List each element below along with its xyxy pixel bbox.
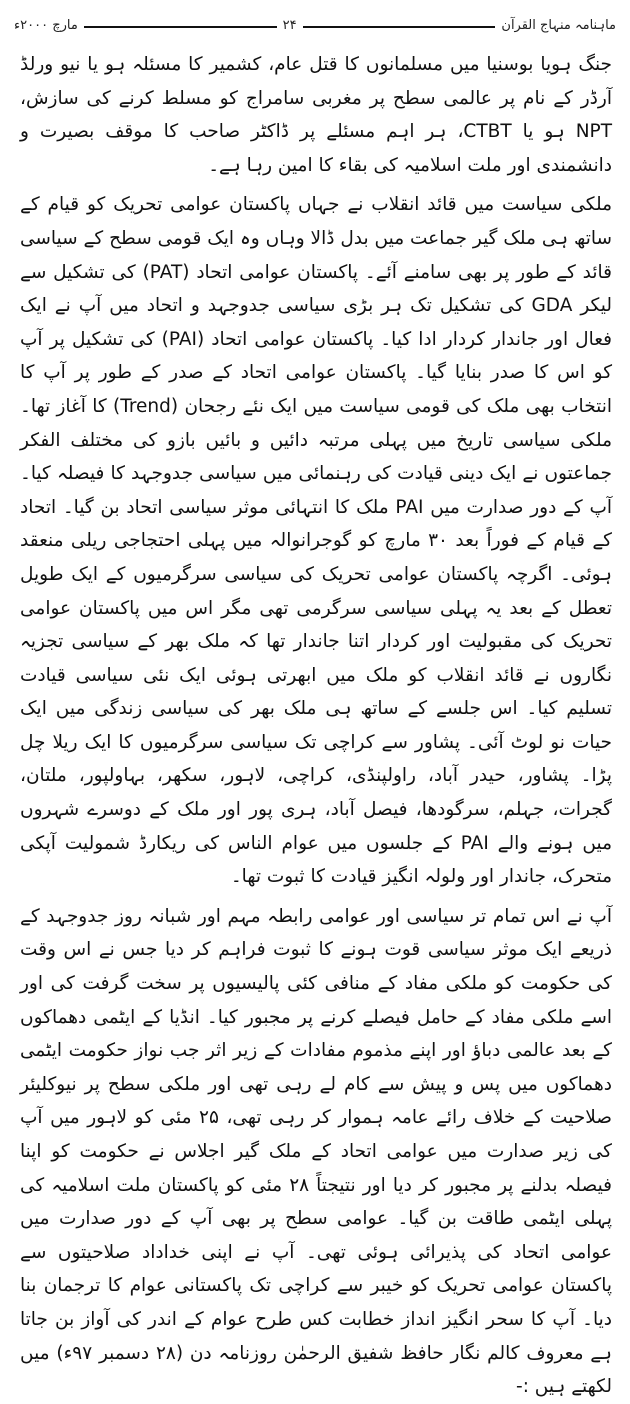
magazine-title: ماہنامہ منہاج القرآن bbox=[495, 18, 622, 33]
paragraph-political-career: ملکی سیاست میں قائد انقلاب نے جہاں پاکستان عوامی تحریک کو قیام کے ساتھ ہی ملک گیر جماعت میں بدل ڈالا وہاں وہ ایک قومی سطح کے سیاسی قائد کے طور پر بھی سامنے آئے۔ پاکستان عوامی اتحاد (PAT) کی تشکیل سے لیکر GDA کی تشکیل تک ہر بڑی سیاسی جدوجہد و اتحاد میں آپ نے ایک فعال اور جاندار کردار ادا کیا۔ پاکستان عوامی اتحاد (PAI) کی تشکیل پر آپ کو اس کا صدر بنایا گیا۔ پاکستان عوامی اتحاد کے صدر کے طور پر آپ کا انتخاب بھی ملک کی قومی سیاست میں ایک نئے رجحان (Trend) کا آغاز تھا۔ ملکی سیاسی تاریخ میں پہلی مرتبہ دائیں و بائیں بازو کی مختلف الفکر جماعتوں نے ایک دینی قیادت کی رہنمائی میں سیاسی جدوجہد کا فیصلہ کیا۔ آپ کے دور صدارت میں PAI ملک کا انتہائی موثر سیاسی اتحاد بن گیا۔ اتحاد کے قیام کے فوراً بعد ۳۰ مارچ کو گوجرانوالہ میں پہلی احتجاجی ریلی منعقد ہوئی۔ اگرچہ پاکستان عوامی تحریک کی سیاسی سرگرمیوں کے ایک طویل تعطل کے بعد یہ پہلی سیاسی سرگرمی تھی مگر اس میں پاکستان عوامی تحریک کی مقبولیت اور کردار اتنا جاندار تھا کہ ملک بھر کے سیاسی تجزیہ نگاروں نے قائد انقلاب کو ملک میں ابھرتی ہوئی ایک نئی سیاسی قیادت تسلیم کیا۔ اس جلسے کے ساتھ ہی ملک بھر کی سیاسی زندگی میں ایک حیات نو لوٹ آئی۔ پشاور سے کراچی تک سیاسی سرگرمیوں کا ایک ریلا چل پڑا۔ پشاور، حیدر آباد، راولپنڈی، کراچی، لاہور، سکھر، بہاولپور، ملتان، گجرات، جہلم، سرگودھا، فیصل آباد، ہری پور اور ملک کے دوسرے شہروں میں ہونے والے PAI کے جلسوں میں عوام الناس کی ریکارڈ شمولیت آپکی متحرک، جاندار اور ولولہ انگیز قیادت کا ثبوت تھا۔ bbox=[20, 194, 613, 888]
paragraph-intro: جنگ ہویا بوسنیا میں مسلمانوں کا قتل عام، کشمیر کا مسئلہ ہو یا نیو ورلڈ آرڈر کے نام پر عالمی سطح پر مغربی سامراج کو مسلط کرنے کی سازش، NPT ہو یا CTBT، ہر اہم مسئلے پر ڈاکٹر صاحب کا موقف بصیرت و دانشمندی اور ملت اسلامیہ کی بقاء کا امین رہا ہے۔ bbox=[20, 54, 613, 176]
issue-date: مارچ ۲۰۰۰ء bbox=[8, 18, 84, 33]
page-number: ۲۴ bbox=[277, 18, 303, 33]
paragraph-nuclear-stance: آپ نے اس تمام تر سیاسی اور عوامی رابطہ مہم اور شبانہ روز جدوجہد کے ذریعے ایک موثر سیاسی قوت ہونے کا ثبوت فراہم کر دیا جس نے اس وقت کی حکومت کو ملکی مفاد کے منافی کئی پالیسیوں پر سخت گرفت کی اور اسے ملکی مفاد کے حامل فیصلے کرنے پر مجبور کیا۔ انڈیا کے ایٹمی دھماکوں کے بعد عالمی دباؤ اور اپنے مذموم مفادات کے زیر اثر جب نواز حکومت ایٹمی دھماکوں میں پس و پیش سے کام لے رہی تھی اور ملکی سطح پر نیوکلیئر صلاحیت کے خلاف رائے عامہ ہموار کر رہی تھی، ۲۵ مئی کو لاہور میں آپ کی زیر صدارت میں عوامی اتحاد کے ملک گیر اجلاس نے حکومت کو اپنا فیصلہ بدلنے پر مجبور کر دیا اور نتیجتاً ۲۸ مئی کو پاکستان ملت اسلامیہ کی پہلی ایٹمی طاقت بن گیا۔ عوامی سطح پر بھی آپ کے دور صدارت میں عوامی اتحاد کی پذیرائی ہوئی تھی۔ آپ نے اپنی خداداد صلاحیتوں سے پاکستان عوامی تحریک کو خیبر سے کراچی تک پاکستانی عوام کا ترجمان بنا دیا۔ آپ کا سحر انگیز انداز خطابت کس طرح عوام کے اندر کی آواز بن جاتا ہے معروف کالم نگار حافظ شفیق الرحمٰن روزنامہ دن (۲۸ دسمبر ۹۷ء) میں لکھتے ہیں :- bbox=[20, 905, 613, 1398]
article-body bbox=[20, 48, 613, 1398]
page-header bbox=[8, 6, 622, 44]
